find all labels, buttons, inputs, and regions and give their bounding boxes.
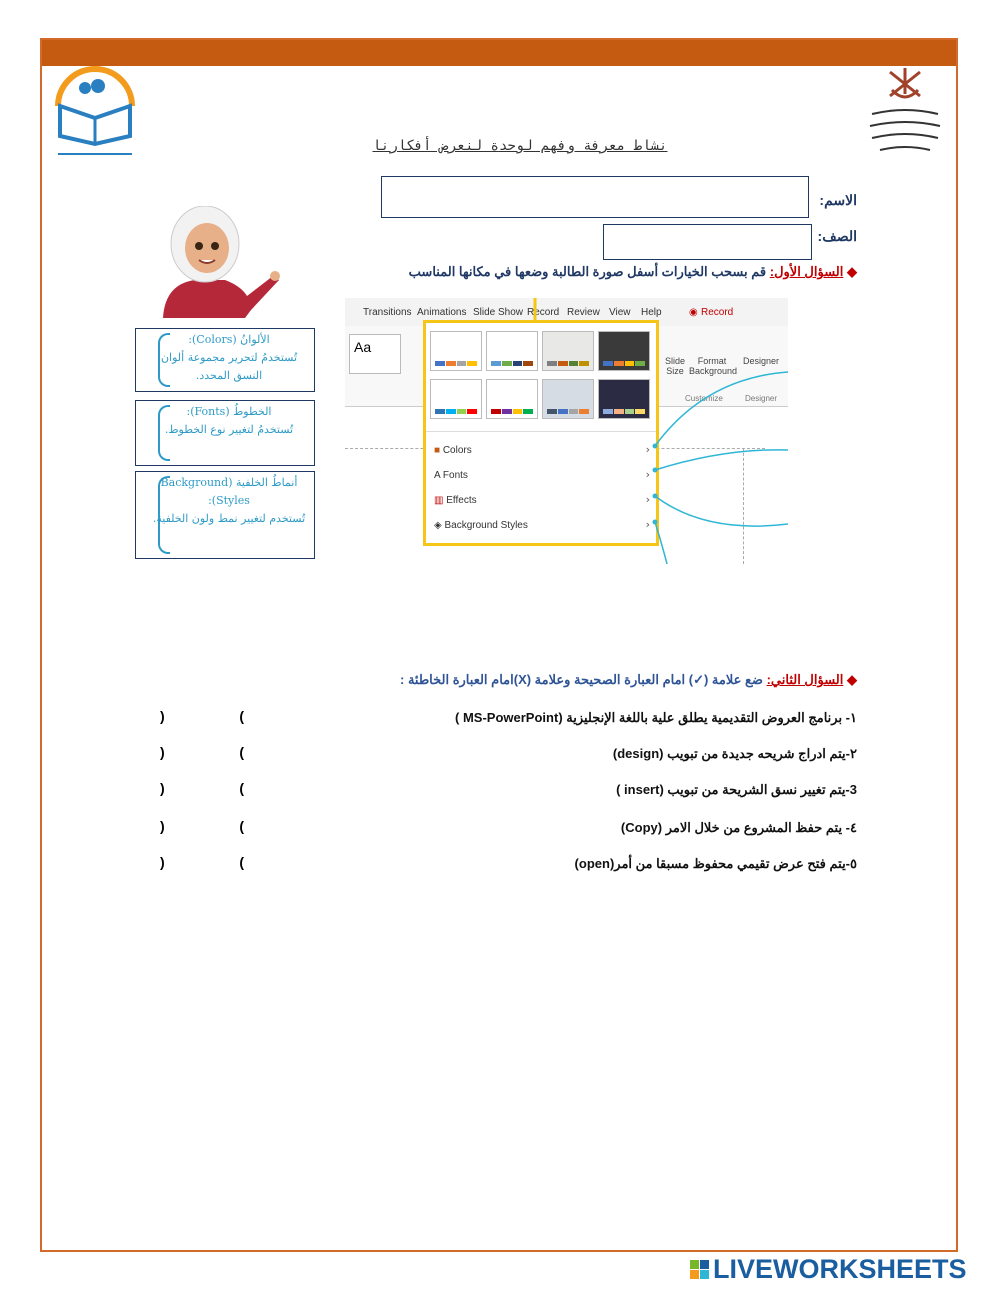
effects-icon: ▥ [434, 495, 444, 506]
statement-4: ٤- يتم حفظ المشروع من خلال الامر (Copy) [620, 820, 857, 835]
ribbon-tab: Animations [417, 307, 467, 318]
bracket: ) [160, 780, 165, 796]
question1-heading [409, 264, 857, 280]
bracket: ) [160, 708, 165, 724]
question2-heading [400, 672, 857, 688]
drag-option-colors[interactable] [135, 328, 315, 392]
background-styles-icon: ◈ [434, 520, 442, 531]
drag-option-background-styles[interactable] [135, 471, 315, 559]
option-title: أنماطُ الخلفية (Background Styles): [160, 476, 298, 507]
chevron-right-icon: › [645, 518, 650, 531]
ribbon-tab: View [609, 307, 631, 318]
ribbon-tab: Transitions [363, 307, 412, 318]
menu-item-label: Fonts [442, 470, 468, 481]
brace-decoration [158, 476, 170, 554]
ministry-logo [862, 64, 948, 158]
menu-item-label: Effects [446, 495, 477, 506]
drag-option-fonts[interactable] [135, 400, 315, 466]
designer-group-label: Designer [745, 394, 778, 403]
school-logo [50, 66, 140, 158]
bracket: ) [160, 744, 165, 760]
bracket: ( [239, 854, 244, 870]
class-label: الصف: [817, 228, 857, 244]
diamond-icon: ◆ [847, 264, 857, 279]
bracket: ( [239, 780, 244, 796]
name-input[interactable] [381, 176, 809, 218]
question2-label: السؤال الثاني: [766, 672, 844, 687]
statement-2: ٢-يتم ادراج شريحه جديدة من تبويب (design) [612, 746, 857, 761]
ribbon-tab: Review [567, 307, 600, 318]
chevron-right-icon: › [645, 493, 650, 506]
answer-slot-4[interactable] [160, 818, 244, 834]
menu-item-label: Colors [442, 445, 472, 456]
powerpoint-screenshot [345, 298, 788, 564]
bracket: ) [160, 818, 165, 834]
option-desc: تُستخدم لتغيير نمط ولون الخلفية. [152, 512, 306, 525]
fonts-icon: A [434, 470, 441, 481]
connector-lines [345, 298, 788, 564]
slide-size-tool: Slide Size [665, 356, 686, 376]
colors-icon: ■ [434, 445, 441, 456]
answer-slot-1[interactable] [160, 708, 244, 724]
question1-text: قم بسحب الخيارات أسفل صورة الطالبة وضعها في مكانها المناسب [408, 264, 767, 279]
menu-item-label: Background Styles [444, 520, 528, 531]
question2-text: ضع علامة (✓) امام العبارة الصحيحة وعلامة (X)امام العبارة الخاطئة : [400, 672, 763, 687]
option-title: الألوانُ (Colors): [188, 333, 270, 346]
diamond-icon: ◆ [847, 672, 857, 687]
option-desc: تُستخدمُ لتحرير مجموعة ألوان النسق المحدد. [160, 351, 298, 382]
option-desc: تُستخدمُ لتغيير نوع الخطوط. [164, 423, 294, 436]
top-bar [42, 40, 956, 66]
bracket: ( [239, 708, 244, 724]
question1-label: السؤال الأول: [769, 264, 844, 279]
answer-slot-2[interactable] [160, 744, 244, 760]
bracket: ) [160, 854, 165, 870]
record-button: Record [701, 307, 734, 318]
answer-slot-5[interactable] [160, 854, 244, 870]
brand-grid-icon [690, 1260, 709, 1279]
bracket: ( [239, 818, 244, 834]
designer-tool: Designer [743, 356, 780, 366]
statement-5: ٥-يتم فتح عرض تقيمي محفوظ مسبقا من أمر(open) [574, 856, 857, 871]
chevron-right-icon: › [645, 468, 650, 481]
sheet-title: نشاط معرفة وفهم لوحدة لنعرض أفكارنا [372, 138, 668, 154]
brace-decoration [158, 405, 170, 461]
record-icon: ◉ [689, 307, 698, 318]
bracket: ( [239, 744, 244, 760]
student-girl-illustration [155, 206, 281, 318]
ribbon-tab: Record [527, 307, 560, 318]
name-label: الاسم: [819, 192, 857, 208]
chevron-right-icon: › [645, 443, 650, 456]
ribbon-tab: Slide Show [473, 307, 524, 318]
brace-decoration [158, 333, 170, 387]
ribbon-tab: Help [641, 307, 662, 318]
statement-1: ١- برنامج العروض التقديمية يطلق علية باللغة الإنجليزية (MS-PowerPoint ) [455, 710, 857, 725]
customize-group-label: Customize [685, 394, 723, 403]
option-title: الخطوطُ (Fonts): [186, 405, 272, 418]
brand-name: LIVEWORKSHEETS [713, 1254, 967, 1284]
style-sample: Aa [349, 334, 401, 374]
class-input[interactable] [603, 224, 812, 260]
liveworksheets-logo [690, 1254, 967, 1285]
statement-3: 3-يتم تغيير نسق الشريحة من تبويب (insert ) [616, 782, 857, 797]
format-background-tool: Format Background [689, 356, 738, 376]
answer-slot-3[interactable] [160, 780, 244, 796]
